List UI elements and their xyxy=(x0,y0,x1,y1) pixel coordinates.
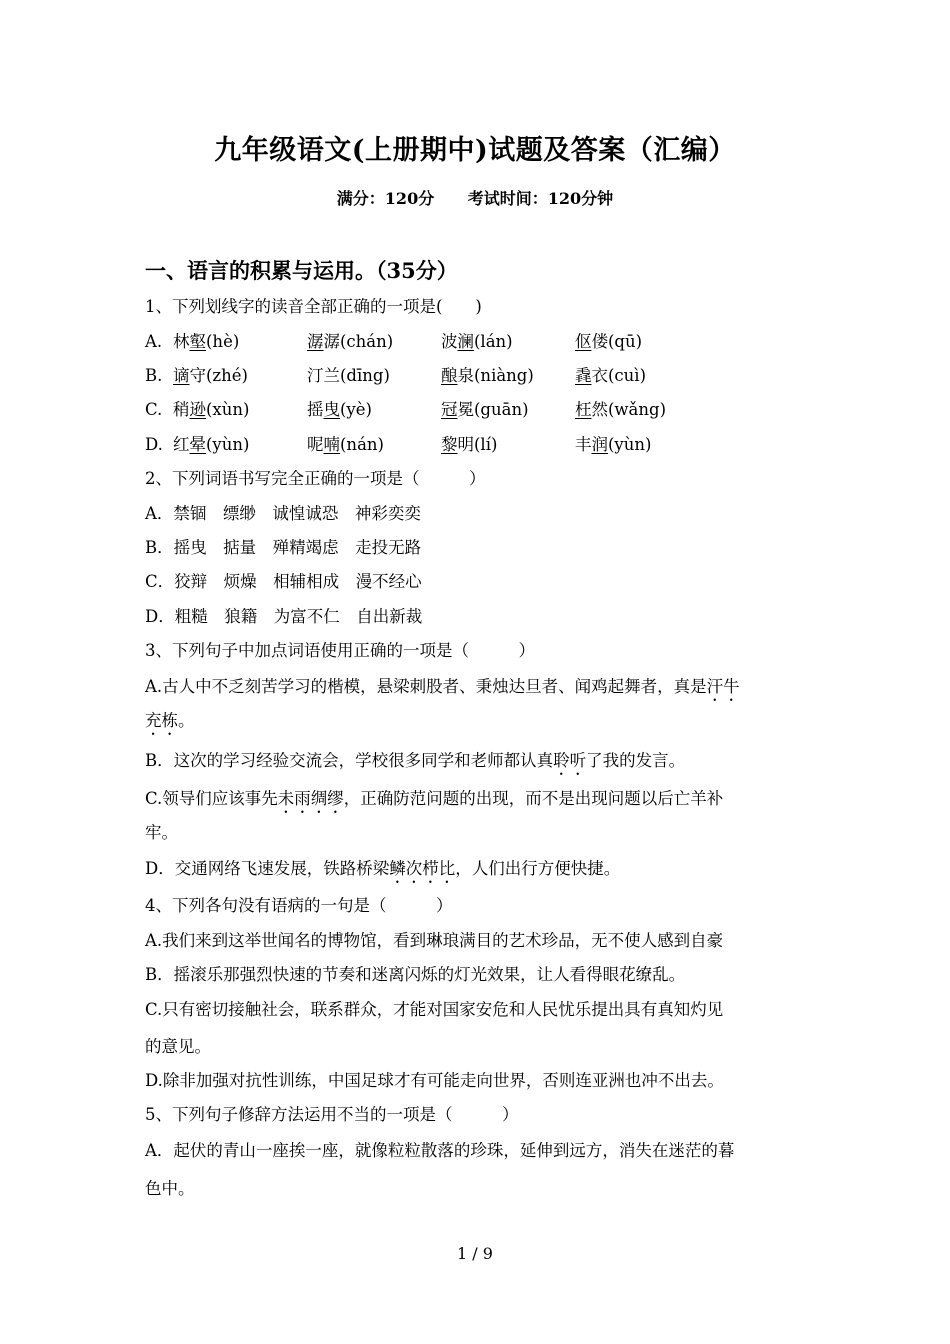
q1-word: 冠冕(guān) xyxy=(441,400,529,419)
underlined-char: 冠 xyxy=(441,400,458,419)
q1-word: 摇曳(yè) xyxy=(307,400,372,419)
q1-word: 酿泉(niàng) xyxy=(441,366,534,385)
q5-option-a: A．起伏的青山一座挨一座，就像粒粒散落的珍珠，延伸到远方，消失在迷茫的暮 xyxy=(145,1141,735,1160)
emphasized-term: 聆听 xyxy=(553,751,587,770)
full-score: 满分：120分 xyxy=(336,189,435,208)
underlined-char: 枉 xyxy=(575,400,592,419)
q1-option-row xyxy=(145,364,815,388)
exam-time: 考试时间：120分钟 xyxy=(467,189,614,208)
underlined-char: 曳 xyxy=(323,400,340,419)
q1-word: 黎明(lí) xyxy=(441,435,498,454)
underlined-char: 酿 xyxy=(441,366,458,385)
q5-stem: 5、下列句子修辞方法运用不当的一项是（ ） xyxy=(145,1105,519,1124)
exam-info xyxy=(0,186,950,209)
q1-word: 呢喃(nán) xyxy=(307,435,384,454)
emphasized-term: 充栋 xyxy=(145,711,178,730)
emphasized-term: 鳞次栉比 xyxy=(389,859,456,878)
underlined-char: 喃 xyxy=(323,435,340,454)
q1-word: 汀兰(dīng) xyxy=(307,366,390,385)
q4-option-c-cont: 的意见。 xyxy=(145,1037,211,1056)
section-heading: 一、语言的积累与运用。（35分） xyxy=(145,258,458,283)
q1-word: 丰润(yùn) xyxy=(575,435,652,454)
q3-option-a-cont: 充栋。 xyxy=(145,711,195,730)
q3-option-d: D．交通网络飞速发展，铁路桥梁鳞次栉比，人们出行方便快捷。 xyxy=(145,859,621,878)
q1-word: 枉然(wǎng) xyxy=(575,400,667,419)
option-label: A. xyxy=(145,332,163,351)
q4-option-d: D.除非加强对抗性训练，中国足球才有可能走向世界，否则连亚洲也冲不出去。 xyxy=(145,1071,724,1090)
q1-word: 红晕(yùn) xyxy=(173,435,250,454)
underlined-char: 晕 xyxy=(189,435,206,454)
q3-stem: 3、下列句子中加点词语使用正确的一项是（ ） xyxy=(145,641,535,660)
underlined-char: 毳 xyxy=(575,366,592,385)
q4-option-b: B．摇滚乐那强烈快速的节奏和迷离闪烁的灯光效果，让人看得眼花缭乱。 xyxy=(145,965,686,984)
q1-word: 稍逊(xùn) xyxy=(173,400,250,419)
q5-option-a-cont: 色中。 xyxy=(145,1179,195,1198)
q1-option-row xyxy=(145,330,815,354)
q1-option-row xyxy=(145,398,815,422)
q4-option-c: C.只有密切接触社会，联系群众，才能对国家安危和人民忧乐提出具有真知灼见 xyxy=(145,1000,724,1019)
q1-word: 谪守(zhé) xyxy=(173,366,248,385)
q3-option-c-cont: 牢。 xyxy=(145,823,178,842)
q3-option-b: B．这次的学习经验交流会，学校很多同学和老师都认真聆听了我的发言。 xyxy=(145,751,686,770)
option-label: D. xyxy=(145,435,163,454)
q1-word: 毳衣(cuì) xyxy=(575,366,647,385)
q1-stem: 1、下列划线字的读音全部正确的一项是( ) xyxy=(145,297,482,316)
q2-stem: 2、下列词语书写完全正确的一项是（ ） xyxy=(145,469,486,488)
q1-word: 林壑(hè) xyxy=(173,332,240,351)
page-title: 九年级语文(上册期中)试题及答案（汇编） xyxy=(214,135,736,166)
underlined-char: 澜 xyxy=(457,332,474,351)
q1-word: 伛偻(qū) xyxy=(575,332,643,351)
q1-word: 波澜(lán) xyxy=(441,332,513,351)
q1-option-row xyxy=(145,433,815,457)
option-label: B. xyxy=(145,366,163,385)
option-label: C. xyxy=(145,400,163,419)
underlined-char: 黎 xyxy=(441,435,458,454)
q2-option-c: C．狡辩 烦燥 相辅相成 漫不经心 xyxy=(145,572,422,591)
underlined-char: 壑 xyxy=(189,332,206,351)
underlined-char: 润 xyxy=(591,435,608,454)
underlined-char: 逊 xyxy=(189,400,206,419)
q3-option-a: A.古人中不乏刻苦学习的楷模，悬梁刺股者、秉烛达旦者、闻鸡起舞者，真是汗牛 xyxy=(145,677,740,696)
q1-word: 潺潺(chán) xyxy=(307,332,394,351)
q4-option-a: A.我们来到这举世闻名的博物馆，看到琳琅满目的艺术珍品，无不使人感到自豪 xyxy=(145,931,724,950)
q4-stem: 4、下列各句没有语病的一句是（ ） xyxy=(145,896,453,915)
q2-option-d: D．粗糙 狼籍 为富不仁 自出新裁 xyxy=(145,607,423,626)
q3-option-c: C.领导们应该事先未雨绸缪，正确防范问题的出现，而不是出现问题以后亡羊补 xyxy=(145,789,724,808)
q2-option-a: A．禁锢 缥缈 诚惶诚恐 神彩奕奕 xyxy=(145,504,421,523)
page-number: 1 / 9 xyxy=(457,1244,493,1263)
emphasized-term: 汗牛 xyxy=(706,677,740,696)
underlined-char: 潺 xyxy=(307,332,324,351)
emphasized-term: 未雨绸缪 xyxy=(277,789,344,808)
underlined-char: 伛 xyxy=(575,332,592,351)
underlined-char: 谪 xyxy=(173,366,190,385)
q2-option-b: B．摇曳 掂量 殚精竭虑 走投无路 xyxy=(145,538,422,557)
